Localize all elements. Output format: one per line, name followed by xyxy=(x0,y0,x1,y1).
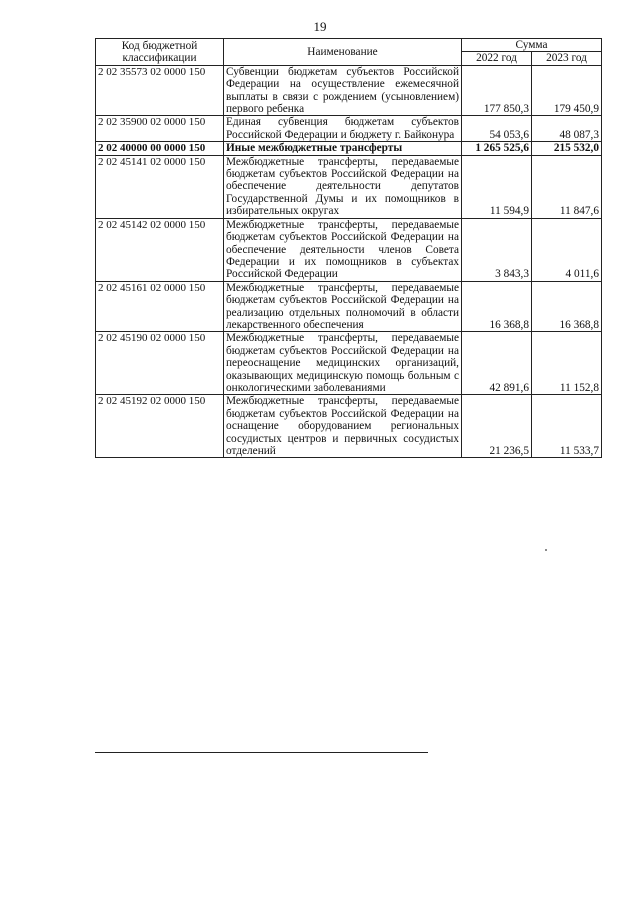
table-row xyxy=(96,281,602,332)
row-sum-2022: 42 891,6 xyxy=(462,332,532,395)
budget-table xyxy=(95,38,602,458)
row-code: 2 02 45141 02 0000 150 xyxy=(96,155,224,218)
table-row xyxy=(96,218,602,281)
row-sum-2022: 177 850,3 xyxy=(462,65,532,116)
row-code: 2 02 40000 00 0000 150 xyxy=(96,142,224,155)
row-name: Межбюджетные трансферты, передаваемые бюджетам субъектов Российской Федерации на реализацию отдельных полномочий в области лекарственного обеспечения xyxy=(224,281,462,332)
row-name: Межбюджетные трансферты, передаваемые бюджетам субъектов Российской Федерации на обеспечение деятельности депутатов Государственной Думы и их помощников в избирательных округах xyxy=(224,155,462,218)
row-sum-2022: 1 265 525,6 xyxy=(462,142,532,155)
row-sum-2023: 11 847,6 xyxy=(532,155,602,218)
header-row xyxy=(96,39,602,52)
row-sum-2022: 3 843,3 xyxy=(462,218,532,281)
row-sum-2022: 21 236,5 xyxy=(462,395,532,458)
row-code: 2 02 45190 02 0000 150 xyxy=(96,332,224,395)
header-name: Наименование xyxy=(224,39,462,66)
row-code: 2 02 45192 02 0000 150 xyxy=(96,395,224,458)
table-row xyxy=(96,116,602,142)
header-sum: Сумма xyxy=(462,39,602,52)
row-sum-2022: 54 053,6 xyxy=(462,116,532,142)
row-name: Межбюджетные трансферты, передаваемые бюджетам субъектов Российской Федерации на обеспечение деятельности членов Совета Федерации и их помощников в субъектах Российской Федерации xyxy=(224,218,462,281)
footnote-divider xyxy=(95,752,428,753)
row-name: Иные межбюджетные трансферты xyxy=(224,142,462,155)
row-sum-2022: 11 594,9 xyxy=(462,155,532,218)
row-name: Единая субвенция бюджетам субъектов Российской Федерации и бюджету г. Байконура xyxy=(224,116,462,142)
header-year-2022: 2022 год xyxy=(462,52,532,65)
table-row xyxy=(96,142,602,155)
row-name: Субвенции бюджетам субъектов Российской Федерации на осуществление ежемесячной выплаты в связи с рождением (усыновлением) первого ребенка xyxy=(224,65,462,116)
row-code: 2 02 35573 02 0000 150 xyxy=(96,65,224,116)
table-row xyxy=(96,332,602,395)
row-code: 2 02 45142 02 0000 150 xyxy=(96,218,224,281)
row-sum-2023: 4 011,6 xyxy=(532,218,602,281)
row-sum-2022: 16 368,8 xyxy=(462,281,532,332)
row-code: 2 02 35900 02 0000 150 xyxy=(96,116,224,142)
page-number: 19 xyxy=(313,19,327,34)
header-year-2023: 2023 год xyxy=(532,52,602,65)
row-name: Межбюджетные трансферты, передаваемые бюджетам субъектов Российской Федерации на переоснащение медицинских организаций, оказывающих медицинскую помощь больным с онкологическими заболеваниями xyxy=(224,332,462,395)
row-sum-2023: 215 532,0 xyxy=(532,142,602,155)
row-sum-2023: 48 087,3 xyxy=(532,116,602,142)
table-row xyxy=(96,395,602,458)
row-sum-2023: 11 533,7 xyxy=(532,395,602,458)
scan-speck xyxy=(545,549,547,551)
row-name: Межбюджетные трансферты, передаваемые бюджетам субъектов Российской Федерации на оснащение оборудованием региональных сосудистых центров и первичных сосудистых отделений xyxy=(224,395,462,458)
row-sum-2023: 11 152,8 xyxy=(532,332,602,395)
header-code: Код бюджетной классификации xyxy=(96,39,224,66)
row-sum-2023: 179 450,9 xyxy=(532,65,602,116)
table-body xyxy=(96,65,602,458)
table-row xyxy=(96,155,602,218)
table-row xyxy=(96,65,602,116)
row-code: 2 02 45161 02 0000 150 xyxy=(96,281,224,332)
row-sum-2023: 16 368,8 xyxy=(532,281,602,332)
